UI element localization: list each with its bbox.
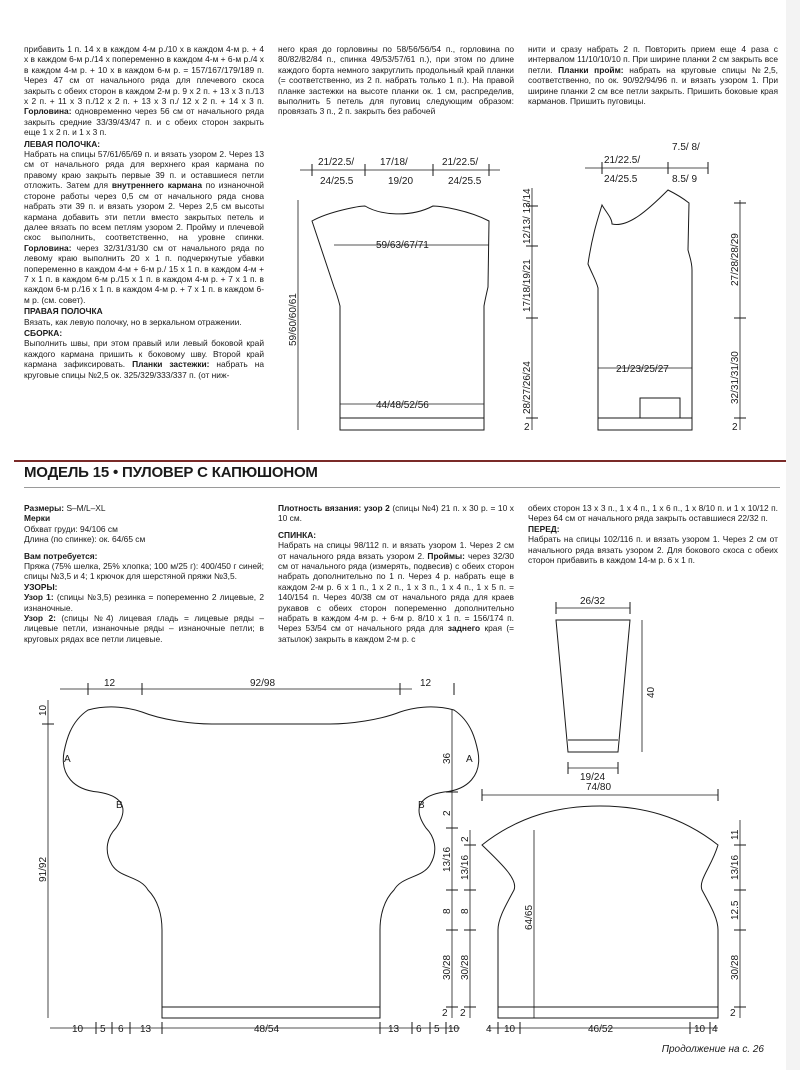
back-shoulder-label: 12/13/ 13/14 bbox=[522, 188, 533, 244]
front-neck-label-2: 8.5/ 9 bbox=[672, 174, 698, 185]
hood-bottom-8: 5 bbox=[434, 1024, 440, 1035]
hood-bottom-3: 6 bbox=[118, 1024, 124, 1035]
marker-b-right: B bbox=[418, 800, 425, 811]
back-top-label-3: 21/22.5/ bbox=[442, 157, 479, 168]
heading-right-front: ПРАВАЯ ПОЛОЧКА bbox=[24, 306, 103, 317]
text-column-5: Плотность вязания: узор 2 (спицы №4) 21 п. х 30 р. = 10 х 10 см. СПИНКА: Набрать на спицы 98/112 п. и вязать узором 1. Через 2 см от начального ряда вязать узором 2. Проймы: через 32/30 см от начального ряда (измерять, подвесив) с обеих сторон набрать дополнительно по 1 п. Через 4 р. набрать еще в каждом 2-м р. 6 х 1 п., 1 х 2 п., 1 х 3 п., 1 х 4 п., 1 х 5 п. = 140/154 п. Через 40/38 см от начального ряда для краев рукавов с обеих сторон попеременно дополнительно набрать в каждом 4-м р. + 6-м р. 8/10 х 1 п. = 156/174 п. Через 53/54 см от начального ряда для заднего края (= затылок) закрыть в каждом 2-м р. с bbox=[278, 503, 515, 644]
back-rib-label: 2 bbox=[524, 422, 530, 433]
hood-bottom-6: 13 bbox=[388, 1024, 400, 1035]
front-left-h1: 2 bbox=[460, 836, 471, 842]
hood-8-label: 8 bbox=[442, 908, 453, 914]
front-bottom-3: 46/52 bbox=[588, 1024, 614, 1035]
front-right-h4: 30/28 bbox=[730, 954, 741, 980]
back-piece-diagram bbox=[298, 164, 538, 430]
front-top-label-2: 24/25.5 bbox=[604, 174, 638, 185]
hood-bottom-4: 13 bbox=[140, 1024, 152, 1035]
back-side-label: 28/27/26/24 bbox=[522, 361, 533, 414]
front-right-h3: 12.5 bbox=[730, 900, 741, 920]
hood-bottom-7: 6 bbox=[416, 1024, 422, 1035]
back-mid-label-3: 24/25.5 bbox=[448, 176, 482, 187]
hood-3028-label: 30/28 bbox=[442, 954, 453, 980]
front-left-h5: 2 bbox=[460, 1008, 466, 1019]
model-title: МОДЕЛЬ 15 • ПУЛОВЕР С КАПЮШОНОМ bbox=[24, 464, 318, 481]
hood-side-top-right: 12 bbox=[420, 678, 432, 689]
front-neck-label: 7.5/ 8/ bbox=[672, 142, 700, 153]
hood-36-label: 36 bbox=[442, 752, 453, 764]
hood-side-top-left: 12 bbox=[104, 678, 116, 689]
hood-bottom-9: 10 bbox=[448, 1024, 460, 1035]
text-column-2: него края до горловины по 58/56/56/54 п., горловина по 80/82/82/84 п., спинка 49/53/57/61 п.), при этом по длине каждого борта немного закруглить продольный край планки (= соответственно, из 2 п. набрать только 1 п.). На правой планке застежки на высоте планки ок. 1 см, распределив, выполнить 5 петель для пуговиц следующим образом: провязать 3 п., 2 п. закрыть без рабочей bbox=[278, 44, 514, 117]
back-mid-label-2: 19/20 bbox=[388, 176, 414, 187]
front-bottom-5: 4 bbox=[712, 1024, 718, 1035]
front-left-h2: 13/16 bbox=[460, 854, 471, 880]
marker-a-left: A bbox=[64, 754, 71, 765]
text-column-6: обеих сторон 13 х 3 п., 1 х 4 п., 1 х 6 п., 1 х 8/10 п. и 1 х 10/12 п. Через 64 см от начального ряда закрыть оставшиеся 22/32 п. ПЕРЕД: Набрать на спицы 102/116 п. и вязать узором 1. Через 2 см от начального ряда вязать узором 2. Для бокового скоса с обеих сторон прибавить в каждом 14-м р. 6 х 1 п. bbox=[528, 503, 778, 566]
front-right-h1: 11 bbox=[730, 829, 741, 840]
sleeve-top-label: 26/32 bbox=[580, 596, 606, 607]
front-rib-label: 2 bbox=[732, 422, 738, 433]
back-top-label-1: 21/22.5/ bbox=[318, 157, 355, 168]
front-upper-height: 27/28/28/29 bbox=[730, 233, 741, 286]
front-bottom-4: 10 bbox=[694, 1024, 706, 1035]
front-right-h2: 13/16 bbox=[730, 854, 741, 880]
front-body-diagram bbox=[464, 789, 746, 1034]
hood-bottom-5: 48/54 bbox=[254, 1024, 280, 1035]
front-piece-diagram bbox=[585, 162, 746, 430]
heading-left-front: ЛЕВАЯ ПОЛОЧКА: bbox=[24, 138, 101, 149]
hood-bottom-2: 5 bbox=[100, 1024, 106, 1035]
text-column-1: прибавить 1 п. 14 х в каждом 4-м р./10 х в каждом 4-м р. + 4 х в каждом 6-м р./14 х попеременно в каждом 4-м + 6-м р./4 х в каждом 4-м р. + 10 х в каждом 6-м р. = 157/167/179/189 п. Через 47 см от начального ряда для плечевого скоса закрыть с обеих сторон в каждом 2-м р. 9 х 2 п. + 13 х 3 п./13 х 2 п. + 11 х 3 п./12 х 2 п. + 13 х 3 п./ 12 х 2 п. + 14 х 3 п. Горловина: одновременно через 56 см от начального ряда закрыть средние 33/39/43/47 п. и с обеих сторон закрыть еще 1 х 2 п. и 1 х 3 п. ЛЕВАЯ ПОЛОЧКА: Набрать на спицы 57/61/65/69 п. и вязать узором 2. Через 13 см от начального ряда для верхнего края кармана по правому краю закрыть первые 39 п. и оставшиеся петли отложить. Затем для внутреннего кармана по изнаночной стороне работы через 0,5 см от начального ряда снова набрать эти 39 п. и вязать узором 2. Через 2,5 см высоты кармана добавить эти петли вместо закрытых петель и далее вязать по всем петлям узором 2. Пройму и плечевой скос выполнить, соответственно, на уровне спинки. Горловина: через 32/31/31/30 см от начального ряда по левому краю выполнить 20 х 1 п. подчеркнутые убавки попеременно в каждом 4-м + 6-м р./ 15 х 1 п. в каждом 4-м + 7 х 1 п. в каждом 6-м р./15 х 1 п. в каждом 4-м р. + 7 х 1 п. в каждом 6-м р./16 х 1 п. в каждом 4-м р. + 7 х 1 п. в каждом 6-м р. (см. совет). ПРАВАЯ ПОЛОЧКА Вязать, как левую полочку, но в зеркальном отражении. СБОРКА: Выполнить швы, при этом правый или левый боковой край каждого кармана пришить к боковому шву. Второй край кармана зафиксировать. Планки застежки: набрать на круговые спицы №2,5 ок. 325/329/333/337 п. (от ниж- bbox=[24, 44, 265, 380]
hood-back-diagram bbox=[42, 683, 479, 1034]
back-chest-label: 59/63/67/71 bbox=[376, 240, 429, 251]
back-hem-label: 44/48/52/56 bbox=[376, 400, 429, 411]
back-armhole-label: 17/18/19/21 bbox=[522, 259, 533, 312]
front-bottom-1: 4 bbox=[486, 1024, 492, 1035]
hood-total-height: 91/92 bbox=[38, 856, 49, 882]
front-bottom-2: 10 bbox=[504, 1024, 516, 1035]
hood-top-height: 10 bbox=[38, 704, 49, 716]
heading-assembly: СБОРКА: bbox=[24, 327, 63, 338]
back-top-label-2: 17/18/ bbox=[380, 157, 408, 168]
hood-1316-label: 13/16 bbox=[442, 846, 453, 872]
sleeve-diagram bbox=[556, 602, 642, 774]
continuation-note: Продолжение на с. 26 bbox=[661, 1044, 764, 1055]
front-lower-height: 32/31/31/30 bbox=[730, 351, 741, 404]
front-width-label: 21/23/25/27 bbox=[616, 364, 669, 375]
front-left-h4: 30/28 bbox=[460, 954, 471, 980]
front-top-label: 21/22.5/ bbox=[604, 155, 641, 166]
text-column-4: Размеры: S–M/L–XL Мерки Обхват груди: 94/106 см Длина (по спинке): ок. 64/65 см Вам потребуется: Пряжа (75% шелка, 25% хлопка; 100 м/25 г): 400/450 г синей; спицы №3,5 и 4; 1 крючок для шерстяной пряжи №3,5. УЗОРЫ: Узор 1: (спицы №3,5) резинка = попеременно 2 лицевые, 2 изнаночные. Узор 2: (спицы №4) лицевая гладь = лицевые ряды – лицевые петли, изнаночные ряды – изнаночные петли; в круговых рядах все петли лицевые. bbox=[24, 503, 264, 644]
sleeve-height-label: 40 bbox=[646, 686, 657, 698]
front-body-top: 74/80 bbox=[586, 782, 612, 793]
back-height-label: 59/60/60/61 bbox=[288, 293, 299, 346]
hood-top-label: 92/98 bbox=[250, 678, 276, 689]
hood-2-label: 2 bbox=[442, 810, 453, 816]
back-mid-label-1: 24/25.5 bbox=[320, 176, 354, 187]
front-left-h3: 8 bbox=[460, 908, 471, 914]
hood-rib-label: 2 bbox=[442, 1008, 448, 1019]
front-total-height: 64/65 bbox=[524, 904, 535, 930]
hood-bottom-1: 10 bbox=[72, 1024, 84, 1035]
marker-b-left: B bbox=[116, 800, 123, 811]
text-column-3: нити и сразу набрать 2 п. Повторить прием еще 4 раза с интервалом 11/10/10/10 п. При ширине планки 2 см закрыть все петли. Планки пройм: набрать на круговые спицы №2,5, соответственно, по ок. 90/92/94/96 п. и вязать узором 1. При ширине планки 2 см все петли закрыть. Пришить боковые края карманов. Пришить пуговицы. bbox=[528, 44, 779, 107]
front-right-h5: 2 bbox=[730, 1008, 736, 1019]
marker-a-right: A bbox=[466, 754, 473, 765]
sleeve-bottom-label: 19/24 bbox=[580, 772, 606, 783]
